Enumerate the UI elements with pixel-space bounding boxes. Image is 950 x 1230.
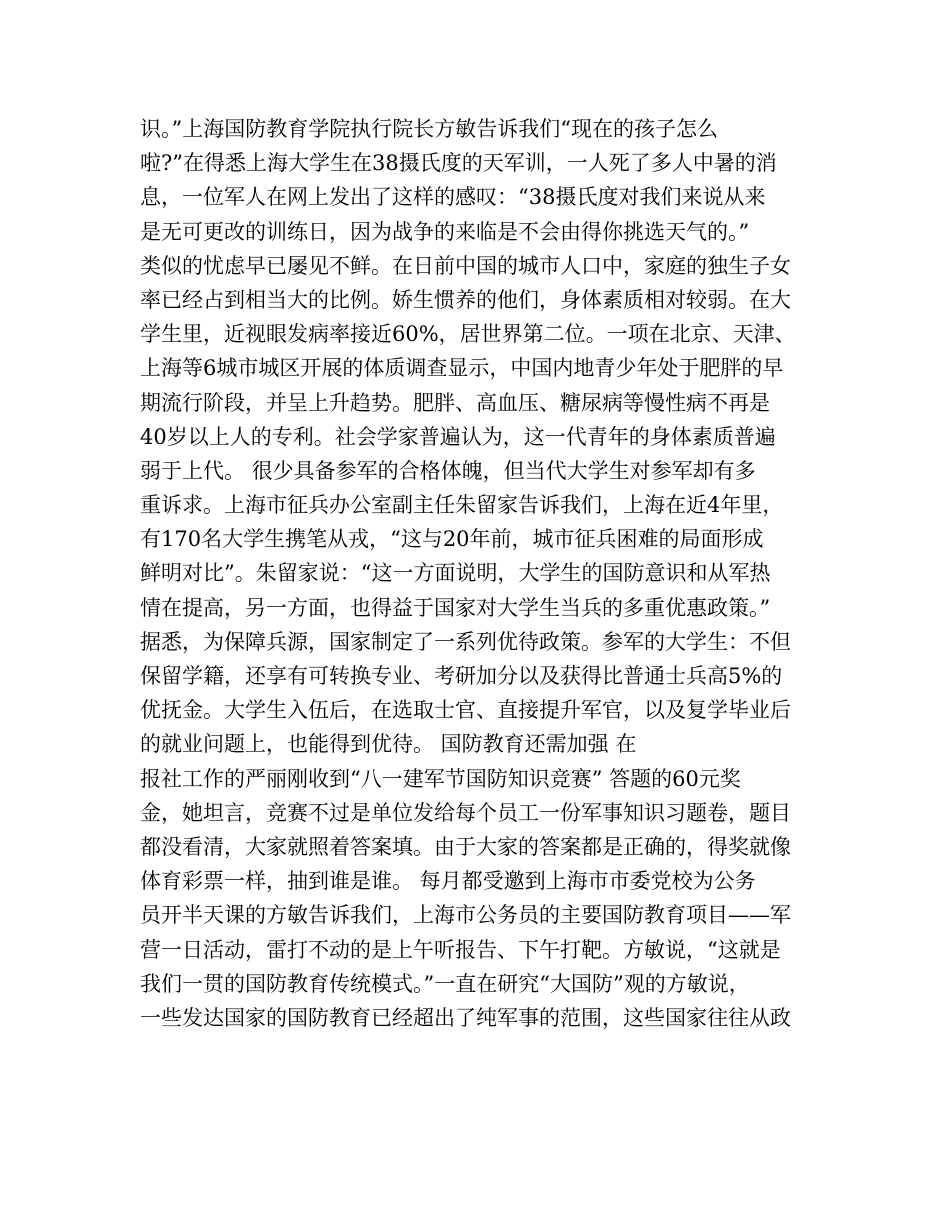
text-line: 据悉，为保障兵源，国家制定了一系列优待政策。参军的大学生：不但 — [140, 629, 791, 654]
text-line: 金，她坦言，竞赛不过是单位发给每个员工一份军事知识习题卷，题目 — [140, 800, 791, 825]
text-line: 营一日活动，雷打不动的是上午听报告、下午打靶。方敏说，“这就是 — [140, 937, 781, 962]
text-line: 识。”上海国防教育学院执行院长方敏告诉我们“现在的孩子怎么 — [140, 117, 718, 141]
text-line: 重诉求。上海市征兵办公室副主任朱留家告诉我们，上海在近4年里， — [140, 493, 784, 518]
text-line: 学生里，近视眼发病率接近60%，居世界第二位。一项在北京、天津、 — [140, 322, 796, 347]
text-line: 鲜明对比”。朱留家说：“这一方面说明，大学生的国防意识和从军热 — [140, 561, 771, 586]
text-line: 40岁以上人的专利。社会学家普遍认为，这一代青年的身体素质普遍 — [140, 424, 776, 449]
text-line: 弱于上代。 很少具备参军的合格体魄，但当代大学生对参军却有多 — [140, 458, 756, 483]
text-line: 保留学籍，还享有可转换专业、考研加分以及获得比普通士兵高5%的 — [140, 664, 783, 688]
text-line: 息，一位军人在网上发出了这样的感叹：“38摄氏度对我们来说从来 — [140, 185, 766, 210]
text-line: 体育彩票一样，抽到谁是谁。 每月都受邀到上海市市委党校为公务 — [140, 869, 756, 894]
text-line: 一些发达国家的国防教育已经超出了纯军事的范围，这些国家往往从政 — [140, 1005, 791, 1030]
text-line: 我们一贯的国防教育传统模式。”一直在研究“大国防”观的方敏说， — [140, 971, 750, 996]
text-line: 期流行阶段，并呈上升趋势。肥胖、高血压、糖尿病等慢性病不再是 — [140, 390, 770, 415]
article-body — [140, 112, 820, 1035]
text-line: 啦?”在得悉上海大学生在38摄氏度的天军训，一人死了多人中暑的消 — [140, 151, 777, 176]
text-line: 优抚金。大学生入伍后，在选取士官、直接提升军官，以及复学毕业后 — [140, 698, 791, 723]
text-line: 有170名大学生携笔从戎，“这与20年前，城市征兵困难的局面形成 — [140, 527, 764, 552]
text-line: 率已经占到相当大的比例。娇生惯养的他们，身体素质相对较弱。在大 — [140, 287, 791, 312]
text-line: 上海等6城市城区开展的体质调查显示，中国内地青少年处于肥胖的早 — [140, 356, 784, 381]
text-line: 是无可更改的训练日，因为战争的来临是不会由得你挑选天气的。” — [140, 219, 750, 244]
text-line: 都没看清，大家就照着答案填。由于大家的答案都是正确的，得奖就像 — [140, 834, 791, 859]
text-line: 的就业问题上，也能得到优待。 国防教育还需加强 在 — [140, 732, 637, 757]
text-line: 员开半天课的方敏告诉我们，上海市公务员的主要国防教育项目——军 — [140, 903, 791, 928]
text-line: 情在提高，另一方面，也得益于国家对大学生当兵的多重优惠政策。” — [140, 595, 771, 620]
text-line: 报社工作的严丽刚收到“八一建军节国防知识竞赛” 答题的60元奖 — [140, 766, 741, 791]
text-line: 类似的忧虑早已屡见不鲜。在日前中国的城市人口中，家庭的独生子女 — [140, 253, 791, 278]
